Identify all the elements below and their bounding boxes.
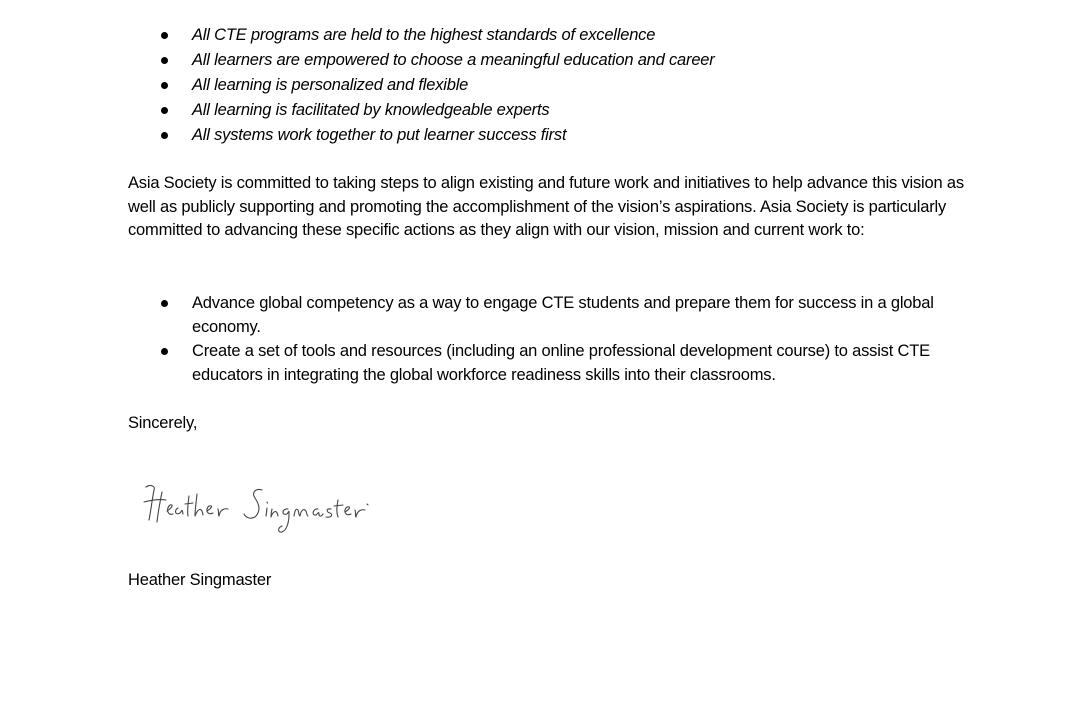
bullet-icon	[161, 132, 168, 139]
list-item-text: All systems work together to put learner success first	[192, 126, 567, 144]
list-item	[128, 98, 715, 123]
list-item-text: Create a set of tools and resources (including an online professional development course) to assist CTE educators in integrating the global workforce readiness skills into their classrooms.	[192, 342, 930, 384]
list-item-text: Advance global competency as a way to engage CTE students and prepare them for success in a global economy.	[192, 294, 934, 336]
closing-salutation: Sincerely,	[128, 414, 198, 432]
list-item	[128, 23, 715, 48]
list-item-text: All learning is personalized and flexible	[192, 76, 469, 94]
handwritten-signature	[140, 478, 370, 538]
commitment-paragraph: Asia Society is committed to taking steps to align existing and future work and initiatives to help advance this vision as well as publicly supporting and promoting the accomplishment of the vision’s aspirations. Asia Society is particularly committed to advancing these specific actions as they align with our vision, mission and current work to:	[128, 174, 964, 239]
bullet-icon	[161, 32, 168, 39]
list-item	[128, 73, 715, 98]
list-item-text: All CTE programs are held to the highest standards of excellence	[192, 26, 656, 44]
bullet-icon	[161, 107, 168, 114]
bullet-icon	[161, 348, 168, 355]
list-item	[128, 123, 715, 148]
bullet-icon	[161, 82, 168, 89]
bullet-icon	[161, 300, 168, 307]
vision-values-list	[128, 23, 715, 148]
list-item	[128, 48, 715, 73]
list-item-text: All learning is facilitated by knowledgeable experts	[192, 101, 550, 119]
list-item-text: All learners are empowered to choose a meaningful education and career	[192, 51, 715, 69]
list-item	[128, 291, 962, 339]
actions-list	[128, 291, 962, 387]
bullet-icon	[161, 57, 168, 64]
signer-name: Heather Singmaster	[128, 571, 272, 589]
list-item	[128, 339, 962, 387]
